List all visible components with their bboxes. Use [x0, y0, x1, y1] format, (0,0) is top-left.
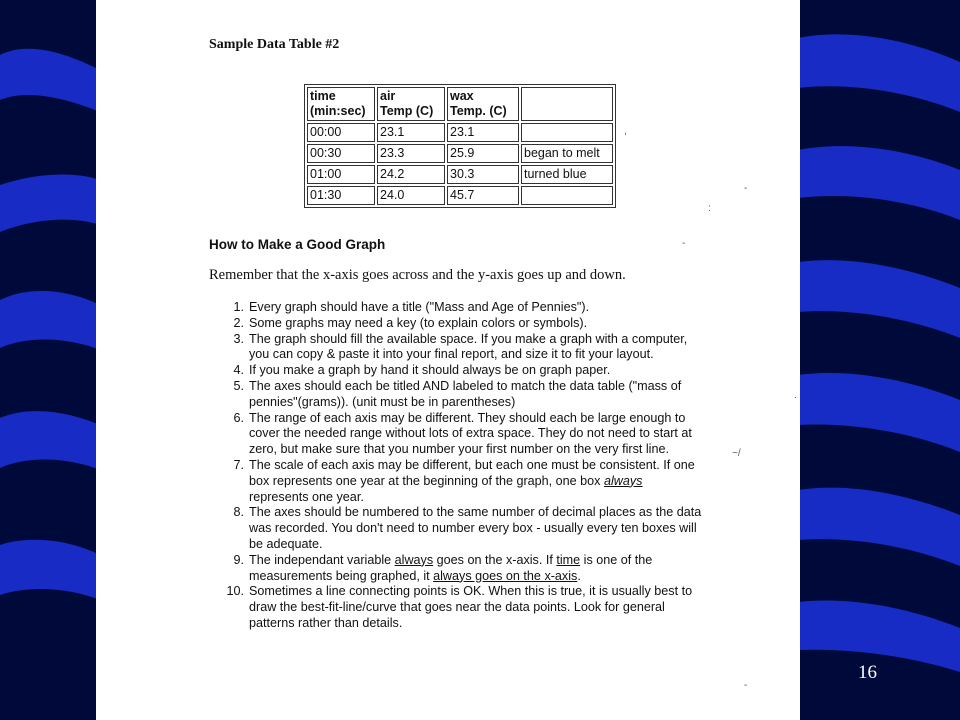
list-item [222, 363, 702, 379]
table-cell: 23.1 [447, 123, 519, 142]
scan-mark: ~/ [732, 448, 741, 459]
table-cell: 23.3 [377, 144, 445, 163]
list-item-text: The axes should each be titled AND labeled to match the data table ("mass of pennies"(grams)). (unit must be in parentheses) [249, 378, 682, 409]
list-item [222, 411, 702, 458]
table-row [307, 144, 613, 163]
scan-mark: - [744, 183, 748, 194]
list-item-text: The range of each axis may be different. They should each be large enough to cover the needed range without lots of extra space. They do not need to start at zero, but make sure that you number your first number on the very first line. [249, 410, 692, 457]
underline-always: always [394, 552, 434, 567]
table-row [307, 123, 613, 142]
header-air-temp: air Temp (C) [377, 87, 445, 121]
table-cell: 00:30 [307, 144, 375, 163]
underline-always-x-axis: always goes on the x-axis [433, 568, 578, 583]
table-cell: turned blue [521, 165, 613, 184]
list-item-text: Every graph should have a title ("Mass and Age of Pennies"). [249, 300, 590, 314]
table-cell: 00:00 [307, 123, 375, 142]
scan-mark: : [708, 203, 711, 214]
underline-time: time [556, 552, 581, 567]
scan-mark: - [682, 238, 686, 249]
section-heading: How to Make a Good Graph [209, 237, 386, 252]
scan-mark: . [794, 390, 797, 401]
table-cell: 24.2 [377, 165, 445, 184]
list-item [222, 584, 702, 631]
table-cell: 01:00 [307, 165, 375, 184]
list-item [222, 379, 702, 411]
table-cell: 01:30 [307, 186, 375, 205]
scan-mark: , [624, 126, 627, 137]
table-cell [521, 123, 613, 142]
list-item [222, 553, 702, 585]
list-item-text: Sometimes a line connecting points is OK. When this is true, it is usually best to draw the best-fit-line/curve that goes near the data points. Look for general patterns rather than details. [249, 584, 693, 630]
table-title: Sample Data Table #2 [209, 37, 340, 52]
table-row [307, 165, 613, 184]
scan-mark: - [744, 680, 748, 691]
list-item-text: The axes should be numbered to the same number of decimal places as the data was recorded. You don't need to number every box - usually every ten boxes will be adequate. [249, 505, 702, 551]
list-item-text: The graph should fill the available space. If you make a graph with a computer, you can copy & paste it into your final report, and size it to fit your layout. [249, 331, 688, 362]
emphasis-always: always [603, 473, 643, 488]
graph-rules-list [222, 300, 702, 632]
list-number: 2. [233, 315, 244, 330]
table-cell: 25.9 [447, 144, 519, 163]
list-item [222, 458, 702, 505]
list-number: 7. [233, 457, 244, 472]
list-item-text: The scale of each axis may be different, but each one must be consistent. If one box represents one year at the beginning of the graph, one box always represents one year. [249, 457, 695, 504]
table-header-row [307, 87, 613, 121]
table-cell [521, 186, 613, 205]
list-number: 5. [233, 378, 244, 393]
table-cell: 45.7 [447, 186, 519, 205]
header-time: time (min:sec) [307, 87, 375, 121]
list-number: 3. [233, 331, 244, 346]
table-cell: 30.3 [447, 165, 519, 184]
list-item-text: Some graphs may need a key (to explain colors or symbols). [249, 315, 588, 330]
list-number: 1. [233, 300, 244, 314]
list-number: 10. [226, 584, 244, 599]
table-cell: began to melt [521, 144, 613, 163]
data-table [304, 84, 616, 208]
list-number: 8. [233, 505, 244, 520]
table-cell: 23.1 [377, 123, 445, 142]
document-page [96, 0, 800, 720]
slide-page-number: 16 [858, 662, 877, 683]
list-item [222, 332, 702, 364]
list-item [222, 316, 702, 332]
list-number: 9. [233, 552, 244, 567]
list-item-text: If you make a graph by hand it should always be on graph paper. [249, 363, 611, 378]
list-item-text: The independant variable always goes on the x-axis. If time is one of the measurements being graphed, it always goes on the x-axis. [249, 552, 653, 583]
intro-sentence: Remember that the x-axis goes across and the y-axis goes up and down. [209, 267, 626, 283]
table-cell: 24.0 [377, 186, 445, 205]
list-number: 4. [233, 363, 244, 378]
table-row [307, 186, 613, 205]
list-item [222, 505, 702, 552]
header-notes [521, 87, 613, 121]
header-wax-temp: wax Temp. (C) [447, 87, 519, 121]
list-number: 6. [233, 410, 244, 425]
list-item [222, 300, 702, 316]
